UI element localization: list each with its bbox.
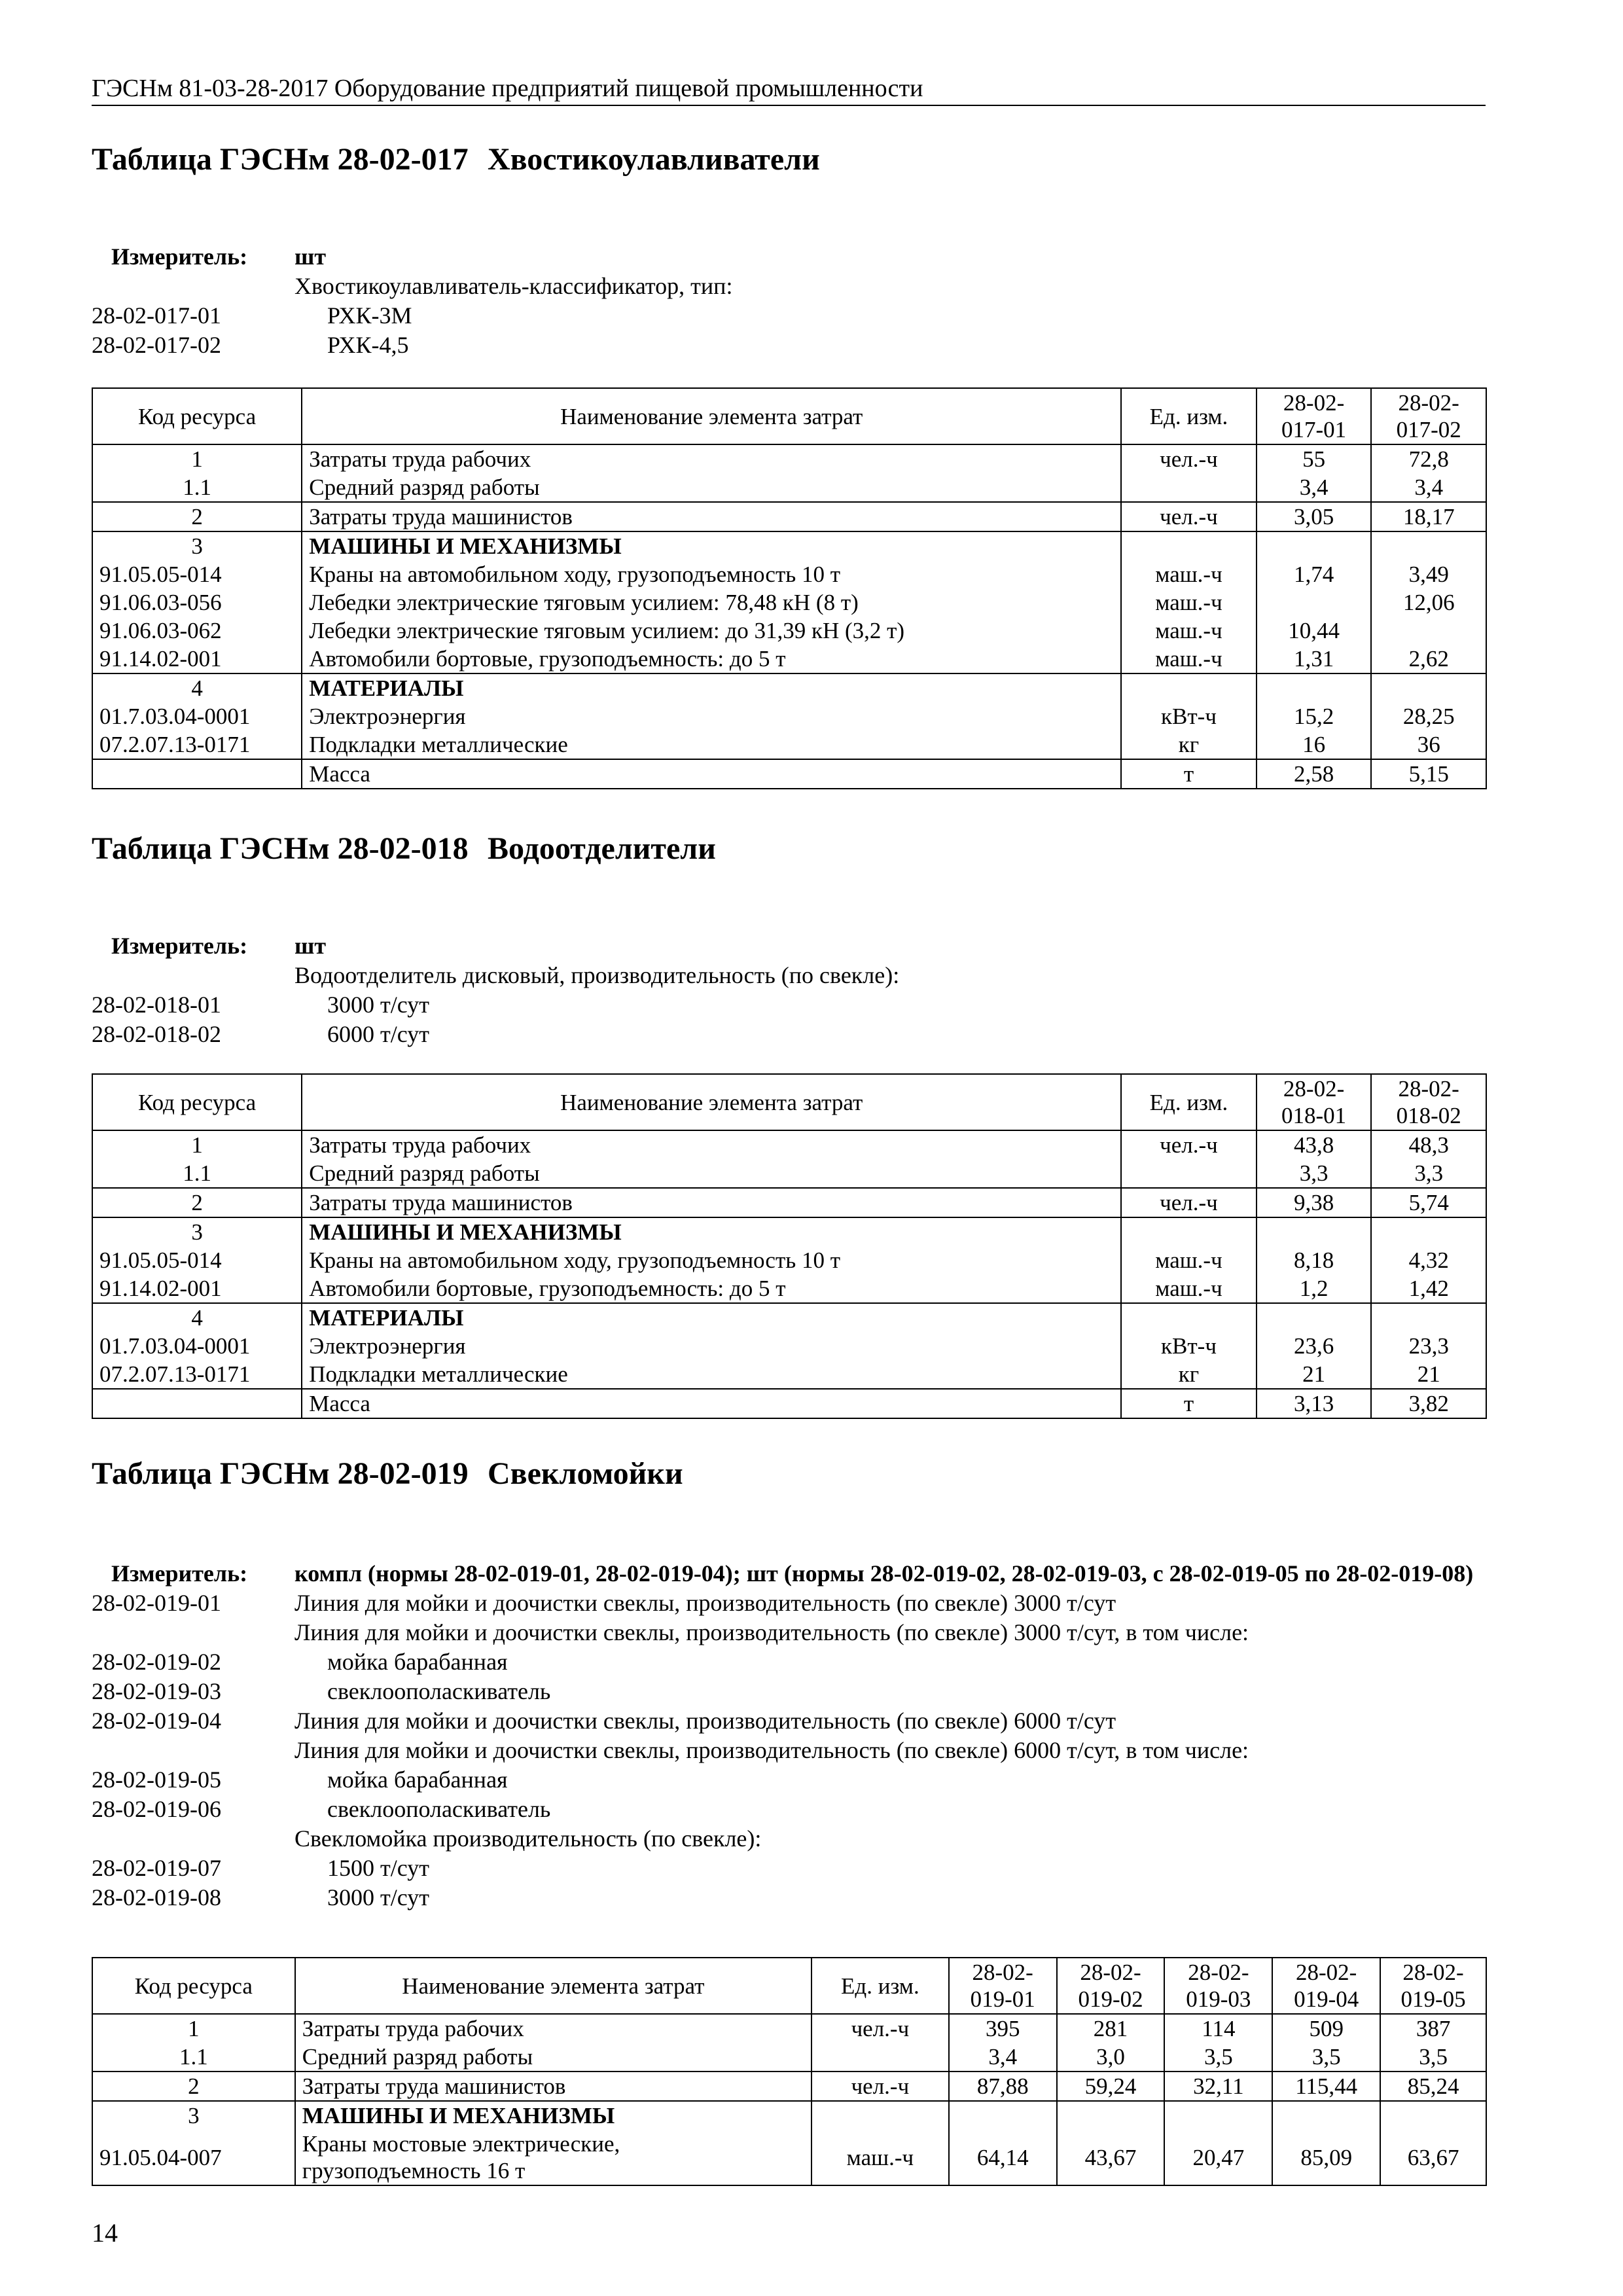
table-header-row xyxy=(92,1958,1486,2014)
table-row xyxy=(92,560,1486,588)
meter-block xyxy=(92,931,1486,1049)
cell-code: 3 xyxy=(92,531,302,560)
meta-text: 3000 т/сут xyxy=(327,992,429,1018)
table-row xyxy=(92,1188,1486,1217)
cell-value: 12,06 xyxy=(1371,588,1486,617)
cell-value: 3,4 xyxy=(949,2043,1057,2072)
col-header-name: Наименование элемента затрат xyxy=(302,388,1121,444)
table-row xyxy=(92,531,1486,560)
cell-name: Автомобили бортовые, грузоподъемность: до 5 т xyxy=(302,1274,1121,1303)
cell-name: Затраты труда рабочих xyxy=(295,2014,812,2043)
cell-value: 55 xyxy=(1257,444,1372,473)
cell-value: 28,25 xyxy=(1371,702,1486,730)
document-page xyxy=(92,72,1486,106)
cell-name: Средний разряд работы xyxy=(302,473,1121,502)
meter-label: Измеритель: xyxy=(111,933,248,959)
cell-name: МАШИНЫ И МЕХАНИЗМЫ xyxy=(302,1217,1121,1246)
cell-value: 23,3 xyxy=(1371,1332,1486,1360)
cell-name: Электроэнергия xyxy=(302,1332,1121,1360)
norm-code: 28-02-017-01 xyxy=(92,302,221,329)
page-number: 14 xyxy=(92,2218,118,2248)
cell-unit: чел.-ч xyxy=(1121,502,1257,531)
table-row xyxy=(92,730,1486,759)
meta-text: мойка барабанная xyxy=(327,1649,508,1675)
section-table-018 xyxy=(92,828,1486,1416)
cell-value xyxy=(1371,673,1486,702)
norm-code: 28-02-019-06 xyxy=(92,1796,221,1822)
cell-unit: чел.-ч xyxy=(812,2014,949,2043)
cell-unit xyxy=(812,2043,949,2072)
cell-value xyxy=(1257,531,1372,560)
cell-value: 8,18 xyxy=(1257,1246,1372,1274)
cell-value: 3,13 xyxy=(1257,1389,1372,1418)
cell-value: 1,2 xyxy=(1257,1274,1372,1303)
table-row xyxy=(92,473,1486,502)
norm-code: 28-02-017-02 xyxy=(92,332,221,358)
cell-value: 85,24 xyxy=(1380,2072,1486,2101)
norm-code xyxy=(92,1618,294,1647)
meta-text: свеклоополаскиватель xyxy=(327,1678,551,1704)
meta-text: 3000 т/сут xyxy=(327,1884,429,1910)
table-row xyxy=(92,1389,1486,1418)
cell-value: 509 xyxy=(1272,2014,1380,2043)
cell-code: 1 xyxy=(92,1130,302,1159)
cell-value: 9,38 xyxy=(1257,1188,1372,1217)
cell-code: 01.7.03.04-0001 xyxy=(92,702,302,730)
col-header-unit: Ед. изм. xyxy=(1121,388,1257,444)
cell-unit: маш.-ч xyxy=(812,2130,949,2185)
cell-value: 3,3 xyxy=(1257,1159,1372,1188)
cell-unit xyxy=(1121,1217,1257,1246)
cell-name: Краны на автомобильном ходу, грузоподъемность 10 т xyxy=(302,560,1121,588)
col-header-norm: 28-02- 019-04 xyxy=(1272,1958,1380,2014)
meter-label: Измеритель: xyxy=(111,243,248,270)
cell-value: 3,3 xyxy=(1371,1159,1486,1188)
cell-name: Автомобили бортовые, грузоподъемность: до 5 т xyxy=(302,645,1121,673)
meta-text: 6000 т/сут xyxy=(327,1021,429,1047)
meta-text: Линия для мойки и доочистки свеклы, производительность (по свекле) 3000 т/сут, в том числе: xyxy=(294,1619,1249,1645)
table-row xyxy=(92,1303,1486,1332)
cell-value: 87,88 xyxy=(949,2072,1057,2101)
cell-unit: чел.-ч xyxy=(1121,444,1257,473)
table-header-row xyxy=(92,388,1486,444)
meta-text: мойка барабанная xyxy=(327,1767,508,1793)
cell-value: 18,17 xyxy=(1371,502,1486,531)
table-row xyxy=(92,702,1486,730)
cell-unit: маш.-ч xyxy=(1121,617,1257,645)
cell-value xyxy=(1272,2101,1380,2130)
cell-name: Средний разряд работы xyxy=(302,1159,1121,1188)
col-header-norm: 28-02- 017-01 xyxy=(1257,388,1372,444)
cell-unit xyxy=(1121,1303,1257,1332)
table-row xyxy=(92,1360,1486,1389)
cell-unit: маш.-ч xyxy=(1121,1246,1257,1274)
meter-block xyxy=(92,1559,1486,1912)
meta-text: свеклоополаскиватель xyxy=(327,1796,551,1822)
meta-text: Свекломойка производительность (по свекле): xyxy=(294,1825,762,1852)
table-row xyxy=(92,673,1486,702)
norm-code: 28-02-018-01 xyxy=(92,992,221,1018)
col-header-code: Код ресурса xyxy=(92,388,302,444)
cell-code: 01.7.03.04-0001 xyxy=(92,1332,302,1360)
cell-name: Лебедки электрические тяговым усилием: до 31,39 кН (3,2 т) xyxy=(302,617,1121,645)
table-title xyxy=(92,828,1486,926)
cell-unit: кВт-ч xyxy=(1121,702,1257,730)
cell-value: 59,24 xyxy=(1057,2072,1165,2101)
cell-value: 15,2 xyxy=(1257,702,1372,730)
cell-name: Затраты труда рабочих xyxy=(302,1130,1121,1159)
cell-code: 07.2.07.13-0171 xyxy=(92,1360,302,1389)
cell-name: МАШИНЫ И МЕХАНИЗМЫ xyxy=(302,531,1121,560)
cell-value xyxy=(1164,2101,1272,2130)
cell-unit xyxy=(1121,1159,1257,1188)
cell-value: 281 xyxy=(1057,2014,1165,2043)
cell-value xyxy=(1257,1217,1372,1246)
meta-text: Хвостикоулавливатель-классификатор, тип: xyxy=(294,273,733,299)
cell-value: 10,44 xyxy=(1257,617,1372,645)
col-header-unit: Ед. изм. xyxy=(812,1958,949,2014)
cell-code: 2 xyxy=(92,1188,302,1217)
cell-unit: маш.-ч xyxy=(1121,645,1257,673)
cell-code: 4 xyxy=(92,673,302,702)
cell-value: 3,5 xyxy=(1380,2043,1486,2072)
cell-value: 3,4 xyxy=(1371,473,1486,502)
col-header-name: Наименование элемента затрат xyxy=(295,1958,812,2014)
cell-name xyxy=(295,2130,812,2185)
cell-name: Масса xyxy=(302,1389,1121,1418)
resource-table-018 xyxy=(92,1073,1487,1419)
section-table-017 xyxy=(92,139,1486,787)
cell-value xyxy=(1371,531,1486,560)
table-row xyxy=(92,2072,1486,2101)
table-header-row xyxy=(92,1074,1486,1130)
cell-value: 1,74 xyxy=(1257,560,1372,588)
col-header-norm: 28-02- 018-02 xyxy=(1371,1074,1486,1130)
cell-code: 91.14.02-001 xyxy=(92,1274,302,1303)
table-label: Таблица ГЭСНм 28-02-018 xyxy=(92,831,469,866)
cell-value: 36 xyxy=(1371,730,1486,759)
cell-unit xyxy=(1121,473,1257,502)
table-row xyxy=(92,2130,1486,2185)
cell-unit: маш.-ч xyxy=(1121,588,1257,617)
cell-name: МАТЕРИАЛЫ xyxy=(302,1303,1121,1332)
meta-text: РХК-4,5 xyxy=(327,332,409,358)
table-title xyxy=(92,1453,1486,1551)
cell-value: 2,62 xyxy=(1371,645,1486,673)
cell-name: МАТЕРИАЛЫ xyxy=(302,673,1121,702)
table-row xyxy=(92,444,1486,473)
cell-value: 1,42 xyxy=(1371,1274,1486,1303)
cell-unit xyxy=(1121,673,1257,702)
col-header-code: Код ресурса xyxy=(92,1074,302,1130)
cell-value xyxy=(1257,673,1372,702)
cell-value: 1,31 xyxy=(1257,645,1372,673)
norm-code: 28-02-019-08 xyxy=(92,1884,221,1910)
cell-name: Краны на автомобильном ходу, грузоподъемность 10 т xyxy=(302,1246,1121,1274)
norm-code xyxy=(92,1736,294,1765)
cell-unit: кг xyxy=(1121,730,1257,759)
norm-code: 28-02-019-05 xyxy=(92,1767,221,1793)
cell-code: 07.2.07.13-0171 xyxy=(92,730,302,759)
cell-value: 3,82 xyxy=(1371,1389,1486,1418)
table-name: Водоотделители xyxy=(488,831,716,866)
col-header-norm: 28-02- 019-02 xyxy=(1057,1958,1165,2014)
meter-block xyxy=(92,242,1486,360)
meta-text: РХК-3М xyxy=(327,302,412,329)
cell-value xyxy=(1380,2101,1486,2130)
cell-name: Средний разряд работы xyxy=(295,2043,812,2072)
cell-code: 1 xyxy=(92,444,302,473)
cell-unit xyxy=(1121,531,1257,560)
cell-code: 91.06.03-056 xyxy=(92,588,302,617)
table-row xyxy=(92,1332,1486,1360)
table-row xyxy=(92,1274,1486,1303)
cell-unit xyxy=(812,2101,949,2130)
cell-unit: т xyxy=(1121,1389,1257,1418)
cell-unit: маш.-ч xyxy=(1121,560,1257,588)
cell-value: 72,8 xyxy=(1371,444,1486,473)
table-name: Свекломойки xyxy=(488,1456,683,1491)
meter-value: компл (нормы 28-02-019-01, 28-02-019-04); шт (нормы 28-02-019-02, 28-02-019-03, с 28-02-019-05 по 28-02-019-08) xyxy=(294,1560,1474,1587)
resource-table-017 xyxy=(92,387,1487,789)
col-header-code: Код ресурса xyxy=(92,1958,295,2014)
table-row xyxy=(92,759,1486,789)
cell-code: 3 xyxy=(92,2101,295,2130)
meta-text: Водоотделитель дисковый, производительность (по свекле): xyxy=(294,962,900,988)
cell-name: Затраты труда машинистов xyxy=(302,502,1121,531)
cell-value xyxy=(1371,617,1486,645)
cell-value: 387 xyxy=(1380,2014,1486,2043)
cell-value: 43,67 xyxy=(1057,2130,1165,2185)
norm-code: 28-02-019-02 xyxy=(92,1649,221,1675)
cell-value: 2,58 xyxy=(1257,759,1372,789)
norm-code: 28-02-018-02 xyxy=(92,1021,221,1047)
cell-value: 115,44 xyxy=(1272,2072,1380,2101)
cell-value: 43,8 xyxy=(1257,1130,1372,1159)
cell-value: 48,3 xyxy=(1371,1130,1486,1159)
meta-text: Линия для мойки и доочистки свеклы, производительность (по свекле) 6000 т/сут, в том числе: xyxy=(294,1737,1249,1763)
table-label: Таблица ГЭСНм 28-02-019 xyxy=(92,1456,469,1491)
cell-value: 3,4 xyxy=(1257,473,1372,502)
cell-value: 3,5 xyxy=(1164,2043,1272,2072)
cell-code xyxy=(92,1389,302,1418)
col-header-norm: 28-02- 017-02 xyxy=(1371,388,1486,444)
section-table-019 xyxy=(92,1453,1486,2183)
table-row xyxy=(92,1217,1486,1246)
table-row xyxy=(92,617,1486,645)
cell-value: 5,15 xyxy=(1371,759,1486,789)
cell-value: 3,5 xyxy=(1272,2043,1380,2072)
cell-code: 91.14.02-001 xyxy=(92,645,302,673)
cell-code: 1 xyxy=(92,2014,295,2043)
cell-code: 3 xyxy=(92,1217,302,1246)
cell-value xyxy=(1057,2101,1165,2130)
cell-name: Затраты труда машинистов xyxy=(295,2072,812,2101)
table-row xyxy=(92,645,1486,673)
cell-value: 5,74 xyxy=(1371,1188,1486,1217)
running-header: ГЭСНм 81-03-28-2017 Оборудование предприятий пищевой промышленности xyxy=(92,72,1486,106)
cell-value: 21 xyxy=(1257,1360,1372,1389)
cell-value xyxy=(1257,1303,1372,1332)
cell-unit: маш.-ч xyxy=(1121,1274,1257,1303)
cell-code: 91.06.03-062 xyxy=(92,617,302,645)
norm-code: 28-02-019-07 xyxy=(92,1855,221,1881)
norm-code: 28-02-019-03 xyxy=(92,1678,221,1704)
meta-text: Линия для мойки и доочистки свеклы, производительность (по свекле) 3000 т/сут xyxy=(294,1590,1116,1616)
cell-value xyxy=(1371,1217,1486,1246)
cell-code xyxy=(92,759,302,789)
cell-code: 91.05.05-014 xyxy=(92,1246,302,1274)
table-title xyxy=(92,139,1486,237)
meter-value: шт xyxy=(294,243,327,270)
table-row xyxy=(92,1159,1486,1188)
cell-name: Подкладки металлические xyxy=(302,730,1121,759)
cell-name: Масса xyxy=(302,759,1121,789)
cell-value: 114 xyxy=(1164,2014,1272,2043)
table-label: Таблица ГЭСНм 28-02-017 xyxy=(92,142,469,177)
norm-code: 28-02-019-04 xyxy=(92,1708,221,1734)
cell-value xyxy=(1257,588,1372,617)
cell-name: Подкладки металлические xyxy=(302,1360,1121,1389)
col-header-norm: 28-02- 019-01 xyxy=(949,1958,1057,2014)
col-header-norm: 28-02- 018-01 xyxy=(1257,1074,1372,1130)
cell-value: 21 xyxy=(1371,1360,1486,1389)
meter-value: шт xyxy=(294,933,327,959)
table-row xyxy=(92,502,1486,531)
cell-name: Лебедки электрические тяговым усилием: 78,48 кН (8 т) xyxy=(302,588,1121,617)
cell-value: 23,6 xyxy=(1257,1332,1372,1360)
cell-name: Затраты труда машинистов xyxy=(302,1188,1121,1217)
cell-value xyxy=(1371,1303,1486,1332)
table-row xyxy=(92,2101,1486,2130)
cell-name: МАШИНЫ И МЕХАНИЗМЫ xyxy=(295,2101,812,2130)
cell-unit: чел.-ч xyxy=(1121,1188,1257,1217)
cell-code: 2 xyxy=(92,502,302,531)
cell-value: 63,67 xyxy=(1380,2130,1486,2185)
cell-value: 3,0 xyxy=(1057,2043,1165,2072)
cell-unit: т xyxy=(1121,759,1257,789)
norm-code xyxy=(92,1824,294,1854)
col-header-norm: 28-02- 019-05 xyxy=(1380,1958,1486,2014)
cell-code: 91.05.04-007 xyxy=(92,2130,295,2185)
table-row xyxy=(92,1130,1486,1159)
cell-code: 91.05.05-014 xyxy=(92,560,302,588)
cell-code: 1.1 xyxy=(92,2043,295,2072)
cell-name: Электроэнергия xyxy=(302,702,1121,730)
cell-name-line: грузоподъемность 16 т xyxy=(302,2158,526,2183)
cell-unit: чел.-ч xyxy=(1121,1130,1257,1159)
col-header-norm: 28-02- 019-03 xyxy=(1164,1958,1272,2014)
cell-value: 85,09 xyxy=(1272,2130,1380,2185)
cell-value: 32,11 xyxy=(1164,2072,1272,2101)
cell-value: 4,32 xyxy=(1371,1246,1486,1274)
table-row xyxy=(92,2043,1486,2072)
resource-table-019 xyxy=(92,1957,1487,2186)
cell-value: 16 xyxy=(1257,730,1372,759)
col-header-unit: Ед. изм. xyxy=(1121,1074,1257,1130)
meter-label: Измеритель: xyxy=(111,1560,248,1587)
cell-value: 3,05 xyxy=(1257,502,1372,531)
cell-value: 64,14 xyxy=(949,2130,1057,2185)
cell-code: 2 xyxy=(92,2072,295,2101)
meta-text: Линия для мойки и доочистки свеклы, производительность (по свекле) 6000 т/сут xyxy=(294,1708,1116,1734)
cell-value xyxy=(949,2101,1057,2130)
cell-code: 1.1 xyxy=(92,1159,302,1188)
cell-code: 4 xyxy=(92,1303,302,1332)
meta-text: 1500 т/сут xyxy=(327,1855,429,1881)
table-row xyxy=(92,588,1486,617)
cell-name: Затраты труда рабочих xyxy=(302,444,1121,473)
cell-unit: кВт-ч xyxy=(1121,1332,1257,1360)
table-row xyxy=(92,1246,1486,1274)
cell-value: 395 xyxy=(949,2014,1057,2043)
cell-unit: чел.-ч xyxy=(812,2072,949,2101)
cell-code: 1.1 xyxy=(92,473,302,502)
table-name: Хвостикоулавливатели xyxy=(488,142,820,177)
cell-name-line: Краны мостовые электрические, xyxy=(302,2131,620,2157)
col-header-name: Наименование элемента затрат xyxy=(302,1074,1121,1130)
cell-value: 3,49 xyxy=(1371,560,1486,588)
norm-code: 28-02-019-01 xyxy=(92,1590,221,1616)
cell-value: 20,47 xyxy=(1164,2130,1272,2185)
cell-unit: кг xyxy=(1121,1360,1257,1389)
table-row xyxy=(92,2014,1486,2043)
